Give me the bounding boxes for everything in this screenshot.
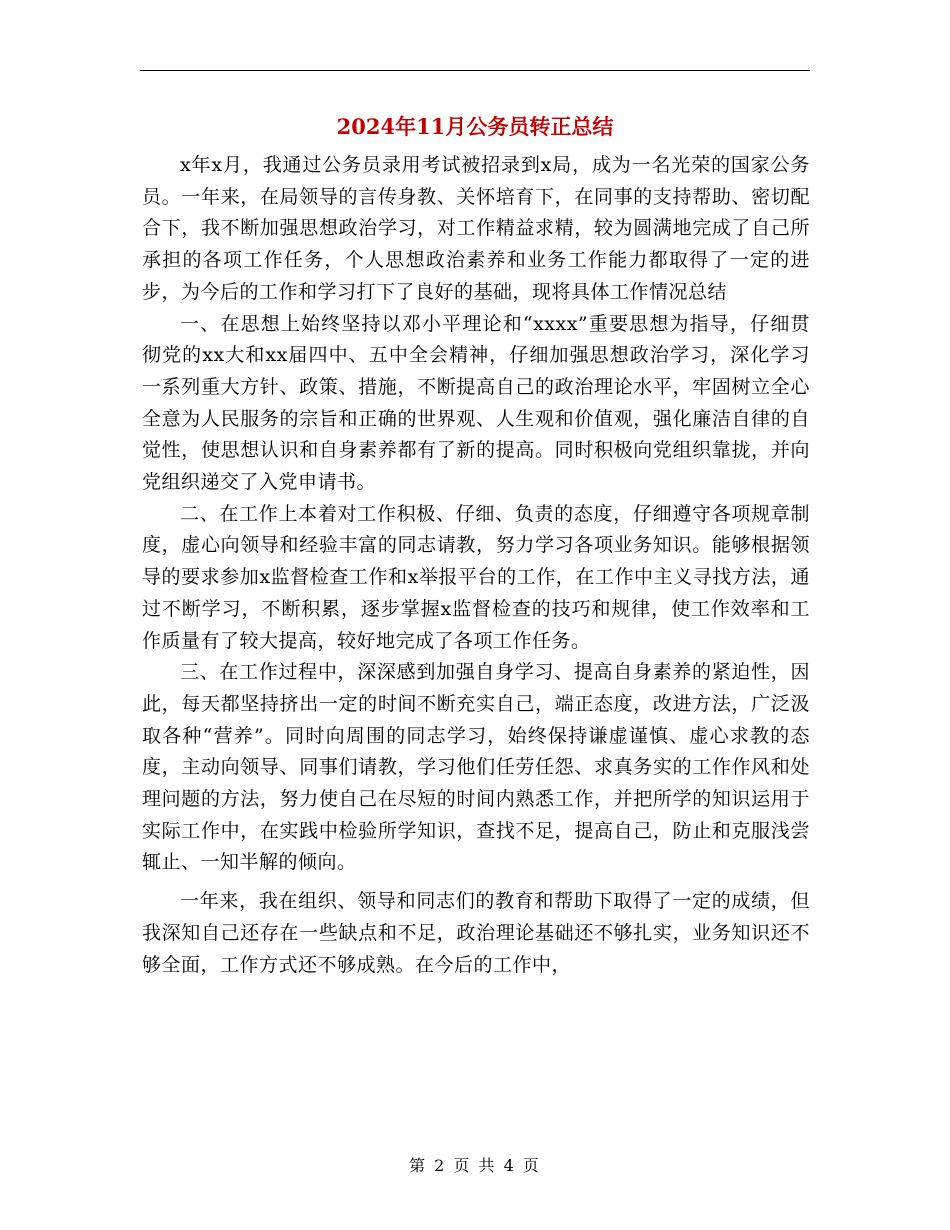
document-body	[142, 150, 810, 981]
document-title: 2024年11月公务员转正总结	[336, 114, 614, 139]
paragraph-thought: 一、在思想上始终坚持以邓小平理论和“xxxx”重要思想为指导，仔细贯彻党的xx大和xx届四中、五中全会精神，仔细加强思想政治学习，深化学习一系列重大方针、政策、措施，不断提高自己的政治理论水平，牢固树立全心全意为人民服务的宗旨和正确的世界观、人生观和价值观，强化廉洁自律的自觉性，使思想认识和自身素养都有了新的提高。同时积极向党组织靠拢，并向党组织递交了入党申请书。	[142, 312, 810, 494]
paragraph-work: 二、在工作上本着对工作积极、仔细、负责的态度，仔细遵守各项规章制度，虚心向领导和经验丰富的同志请教，努力学习各项业务知识。能够根据领导的要求参加x监督检查工作和x举报平台的工作，在工作中主义寻找方法，通过不断学习，不断积累，逐步掌握x监督检查的技巧和规律，使工作效率和工作质量有了较大提高，较好地完成了各项工作任务。	[142, 502, 810, 652]
paragraph-study: 三、在工作过程中，深深感到加强自身学习、提高自身素养的紧迫性，因此，每天都坚持挤出一定的时间不断充实自己，端正态度，改进方法，广泛汲取各种“营养”。同时向周围的同志学习，始终保持谦虚谨慎、虚心求教的态度，主动向领导、同事们请教，学习他们任劳任怨、求真务实的工作作风和处理问题的方法，努力使自己在尽短的时间内熟悉工作，并把所学的知识运用于实际工作中，在实践中检验所学知识，查找不足，提高自己，防止和克服浅尝辄止、一知半解的倾向。	[142, 661, 810, 874]
paragraph-intro: x年x月，我通过公务员录用考试被招录到x局，成为一名光荣的国家公务员。一年来，在局领导的言传身教、关怀培育下，在同事的支持帮助、密切配合下，我不断加强思想政治学习，对工作精益求精，较为圆满地完成了自己所承担的各项工作任务，个人思想政治素养和业务工作能力都取得了一定的进步，为今后的工作和学习打下了良好的基础，现将具体工作情况总结	[142, 154, 810, 303]
page-number-footer: 第 2 页 共 4 页	[409, 1156, 541, 1175]
paragraph-conclusion: 一年来，我在组织、领导和同志们的教育和帮助下取得了一定的成绩，但我深知自己还存在一些缺点和不足，政治理论基础还不够扎实，业务知识还不够全面，工作方式还不够成熟。在今后的工作中，	[142, 890, 810, 976]
header-rule	[140, 70, 810, 71]
